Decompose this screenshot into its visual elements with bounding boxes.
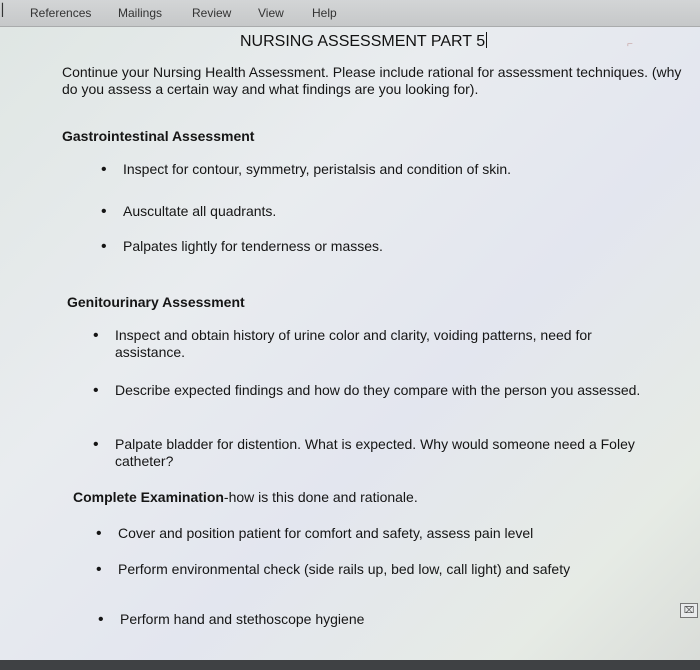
list-item bbox=[93, 382, 660, 399]
tab-help[interactable]: Help bbox=[312, 6, 337, 20]
tab-mailings[interactable]: Mailings bbox=[118, 6, 163, 20]
list-item bbox=[93, 436, 660, 470]
document-page[interactable] bbox=[0, 27, 700, 667]
bullet-icon: • bbox=[101, 203, 107, 220]
ribbon-edge-marker: ▏ bbox=[2, 3, 12, 17]
list-item bbox=[101, 161, 683, 178]
list-item-text: Inspect and obtain history of urine color and clarity, voiding patterns, need for assistance. bbox=[115, 327, 592, 360]
tab-view[interactable]: View bbox=[258, 6, 284, 20]
list-item-text: Inspect for contour, symmetry, peristalsis and condition of skin. bbox=[123, 161, 512, 177]
bullet-icon: • bbox=[93, 436, 99, 453]
list-item bbox=[98, 611, 680, 628]
bullet-icon: • bbox=[101, 238, 107, 255]
document-title[interactable] bbox=[240, 32, 487, 51]
section-heading-gastrointestinal: Gastrointestinal Assessment bbox=[62, 128, 255, 144]
bullet-icon: • bbox=[96, 561, 102, 578]
text-cursor bbox=[486, 32, 487, 48]
document-title-text: NURSING ASSESSMENT PART 5 bbox=[240, 33, 486, 50]
page-options-icon[interactable]: ⌧ bbox=[680, 603, 698, 618]
tab-references[interactable]: References bbox=[30, 6, 92, 20]
bullet-icon: • bbox=[101, 161, 107, 178]
bullet-icon: • bbox=[93, 327, 99, 344]
list-item bbox=[96, 561, 678, 578]
list-item-text: Perform hand and stethoscope hygiene bbox=[120, 611, 365, 627]
bullet-icon: • bbox=[93, 382, 99, 399]
corner-mark: ⌐ bbox=[627, 39, 633, 50]
list-item bbox=[96, 525, 678, 542]
window-bottom-edge bbox=[0, 660, 700, 670]
section-heading-suffix: -how is this done and rationale. bbox=[223, 489, 418, 505]
tab-review[interactable]: Review bbox=[192, 6, 232, 20]
bullet-icon: • bbox=[96, 525, 102, 542]
list-item-text: Palpate bladder for distention. What is expected. Why would someone need a Foley catheter? bbox=[115, 436, 635, 469]
ribbon-tab-bar bbox=[0, 0, 700, 27]
section-heading-text: Complete Examination bbox=[73, 489, 224, 505]
section-heading-genitourinary: Genitourinary Assessment bbox=[67, 294, 245, 310]
list-item-text: Perform environmental check (side rails up, bed low, call light) and safety bbox=[118, 561, 571, 577]
section-heading-complete-examination bbox=[73, 489, 418, 505]
list-item-text: Palpates lightly for tenderness or masses. bbox=[123, 238, 383, 254]
list-item-text: Cover and position patient for comfort and safety, assess pain level bbox=[118, 525, 534, 541]
list-item bbox=[101, 203, 683, 220]
list-item bbox=[101, 238, 683, 255]
list-item bbox=[93, 327, 660, 361]
intro-paragraph: Continue your Nursing Health Assessment. Please include rational for assessment techniques. (why do you assess a certain way and what findings are you looking for). bbox=[62, 64, 682, 97]
list-item-text: Describe expected findings and how do they compare with the person you assessed. bbox=[115, 382, 641, 398]
bullet-icon: • bbox=[98, 611, 104, 628]
list-item-text: Auscultate all quadrants. bbox=[123, 203, 277, 219]
